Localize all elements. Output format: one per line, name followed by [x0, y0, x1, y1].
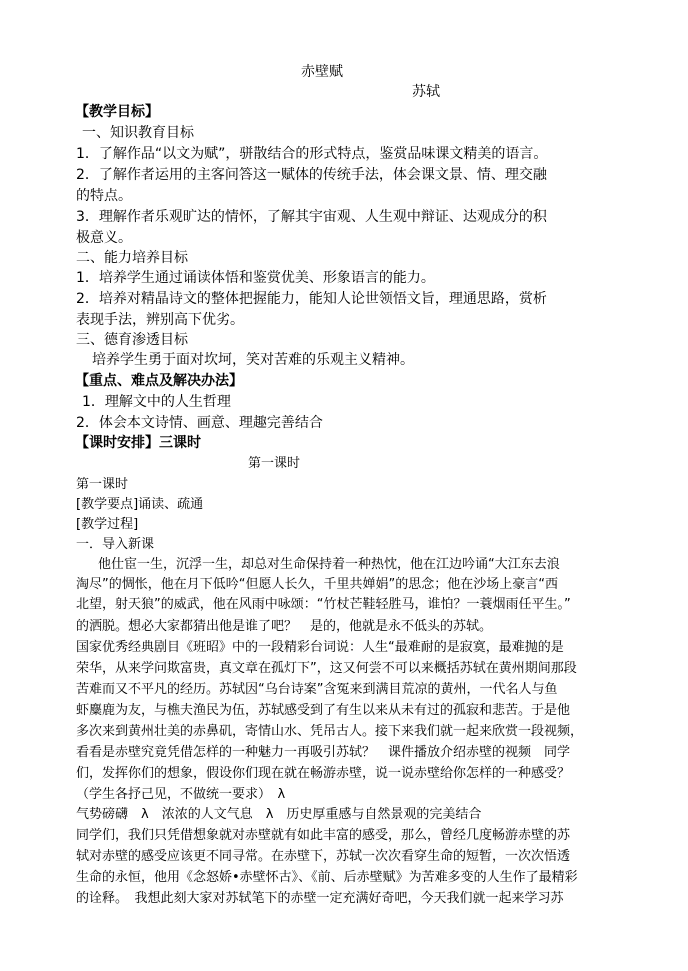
objectives-heading: 【教学目标】	[75, 104, 159, 120]
document-title: 赤壁赋	[301, 64, 343, 80]
keypoints-heading: 【重点、难点及解决办法】	[75, 373, 243, 389]
lesson1-process: [教学过程]	[76, 517, 139, 532]
lesson1-label: 第一课时	[76, 477, 129, 492]
keypoints-item-1: 1．理解文中的人生哲理	[82, 394, 231, 410]
banzhao-paragraph-line: （学生各抒己见，不做统一要求） λ	[76, 787, 286, 802]
knowledge-item-2-line1: 2．了解作者运用的主客问答这一赋体的传统手法，体会课文景、情、理交融	[76, 167, 547, 183]
closing-paragraph-line: 同学们，我们只凭借想象就对赤壁就有如此丰富的感受，那么，曾经几度畅游赤壁的苏	[76, 828, 571, 843]
document-author: 苏轼	[412, 84, 440, 100]
schedule-line	[75, 435, 201, 451]
banzhao-paragraph-line: 荣华，从来学问欺富贵，真文章在孤灯下”，这又何尝不可以来概括苏轼在黄州期间那段	[76, 661, 577, 676]
lesson1-points: [教学要点]诵读、疏通	[76, 497, 204, 512]
knowledge-item-3-line1: 3．理解作者乐观旷达的情怀，了解其宇宙观、人生观中辩证、达观成分的积	[76, 209, 547, 225]
banzhao-paragraph-line: 虾麋鹿为友，与樵夫渔民为伍，苏轼感受到了有生以来从未有过的孤寂和悲苦。于是他	[76, 703, 571, 718]
knowledge-heading: 一、知识教育目标	[82, 125, 194, 141]
banzhao-paragraph-line: 多次来到黄州壮美的赤鼻矶，寄情山水、凭吊古人。接下来我们就一起来欣赏一段视频，	[76, 724, 584, 739]
closing-paragraph-line: 轼对赤壁的感受应该更不同寻常。在赤壁下，苏轼一次次看穿生命的短暂，一次次悟透	[76, 849, 571, 864]
moral-heading: 三、德育渗透目标	[76, 332, 188, 348]
ability-item-1: 1．培养学生通过诵读体悟和鉴赏优美、形象语言的能力。	[76, 270, 435, 286]
intro-paragraph-line: 他仕宦一生，沉浮一生，却总对生命保持着一种热忱，他在江边吟诵“大江东去浪	[98, 557, 560, 572]
keypoints-item-2: 2．体会本文诗情、画意、理趣完善结合	[76, 415, 323, 431]
lesson1-heading: 第一课时	[248, 456, 301, 471]
intro-paragraph-line: 的洒脱。想必大家都猜出他是谁了吧？ 是的，他就是永不低头的苏轼。	[76, 619, 493, 634]
ability-item-2-line2: 表现手法，辨别高下优劣。	[76, 312, 244, 328]
ability-item-2-line1: 2．培养对精晶诗文的整体把握能力，能知人论世领悟文旨，理通思路，赏析	[76, 291, 547, 307]
feelings-line: 气势磅礴 λ 浓浓的人文气息 λ 历史厚重感与自然景观的完美结合	[76, 807, 482, 822]
moral-text: 培养学生勇于面对坎坷，笑对苦难的乐观主义精神。	[92, 352, 414, 368]
banzhao-paragraph-line: 国家优秀经典剧目《班昭》中的一段精彩台词说：人生“最难耐的是寂寞，最难抛的是	[76, 640, 564, 655]
banzhao-paragraph-line: 苦难而又不平凡的经历。苏轼因“乌台诗案”含冤来到满目荒凉的黄州，一代名人与鱼	[76, 682, 558, 697]
schedule-heading: 【课时安排】	[75, 435, 159, 451]
knowledge-item-2-line2: 的特点。	[76, 188, 132, 204]
banzhao-paragraph-line: 看看是赤壁究竟凭借怎样的一种魅力一再吸引苏轼？ 课件播放介绍赤壁的视频 同学	[76, 745, 571, 760]
intro-paragraph-line: 淘尽”的惆怅，他在月下低吟“但愿人长久，千里共婵娟”的思念；他在沙场上豪言“西	[76, 577, 558, 592]
closing-paragraph-line: 生命的永恒，他用《念怒娇•赤壁怀古》、《前、后赤壁赋》为苦难多变的人生作了最精彩	[76, 870, 578, 885]
ability-heading: 二、能力培养目标	[76, 250, 188, 266]
knowledge-item-1: 1．了解作品“以文为赋”，骈散结合的形式特点，鉴赏品味课文精美的语言。	[76, 146, 548, 162]
knowledge-item-3-line2: 极意义。	[76, 230, 132, 246]
banzhao-paragraph-line: 们，发挥你们的想象，假设你们现在就在畅游赤壁，说一说赤壁给你怎样的一种感受？	[76, 766, 571, 781]
intro-paragraph-line: 北望，射天狼”的威武，他在风雨中咏颂：“竹杖芒鞋轻胜马，谁怕？一蓑烟雨任平生。”	[76, 597, 571, 612]
schedule-value: 三课时	[159, 435, 201, 451]
closing-paragraph-line: 的诠释。 我想此刻大家对苏轼笔下的赤壁一定充满好奇吧，今天我们就一起来学习苏	[76, 891, 564, 906]
lesson1-intro-heading: 一．导入新课	[76, 537, 155, 552]
